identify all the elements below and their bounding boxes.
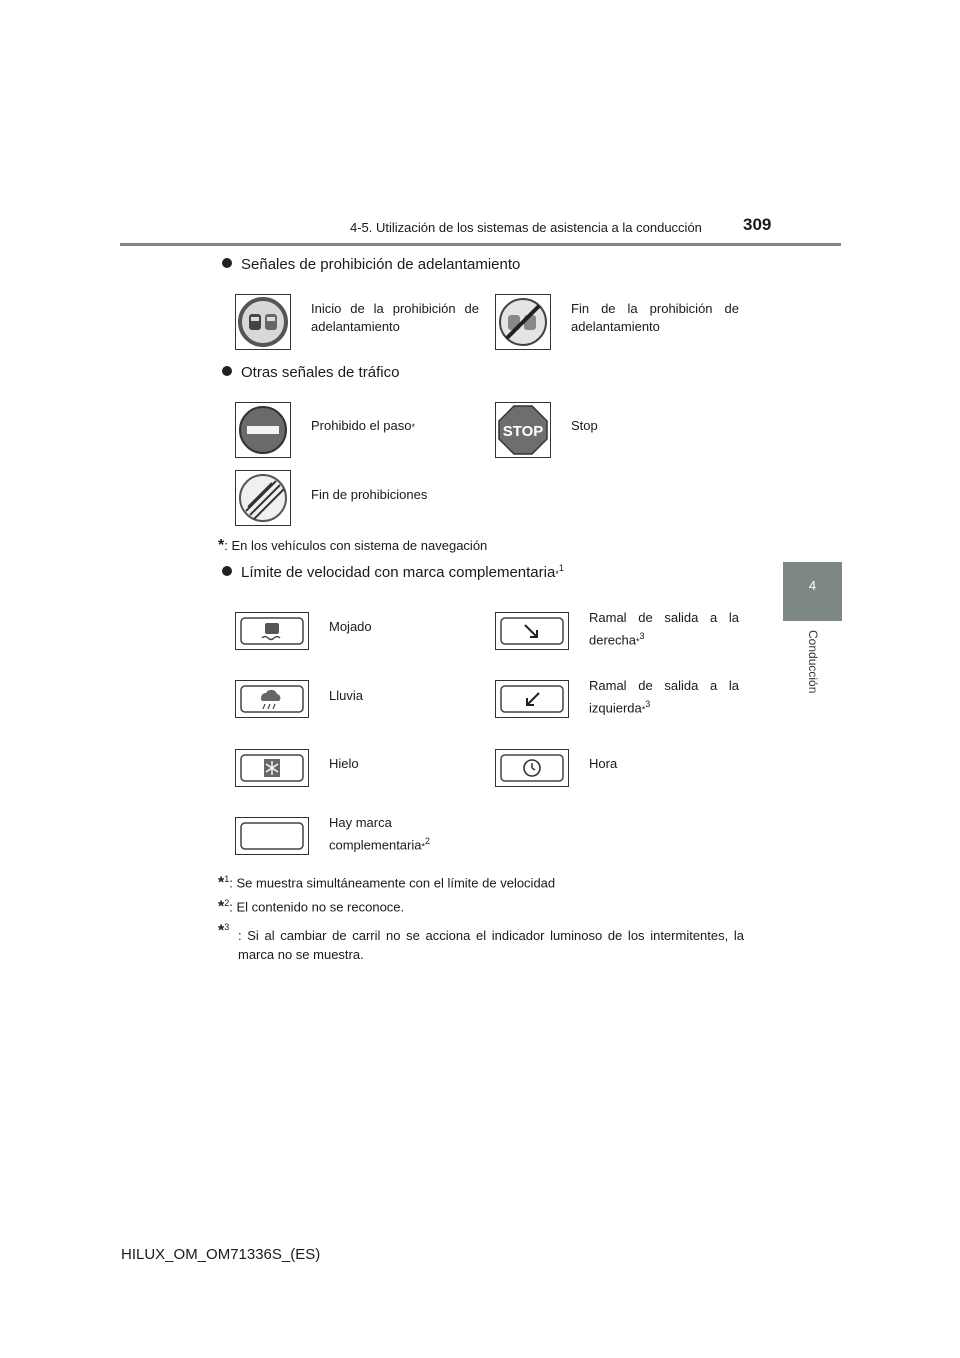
bullet-icon bbox=[222, 566, 232, 576]
sign-label: Stop bbox=[571, 418, 598, 433]
no-entry-sign-icon bbox=[235, 402, 291, 458]
sign-label: Inicio de la prohibición de adelantamiento bbox=[311, 301, 479, 334]
sign-label: Hora bbox=[589, 756, 618, 771]
sign-label: Mojado bbox=[329, 619, 372, 634]
footnote-text: : Si al cambiar de carril no se acciona el indicador luminoso de los intermitentes, la marca no se muestra. bbox=[238, 928, 744, 962]
sign-label: Prohibido el paso* bbox=[311, 418, 415, 433]
end-no-overtaking-sign-icon bbox=[495, 294, 551, 350]
section-heading: Señales de prohibición de adelantamiento bbox=[222, 256, 520, 273]
exit-right-arrow-icon bbox=[495, 612, 569, 650]
chapter-number: 4 bbox=[808, 578, 817, 593]
bullet-icon bbox=[222, 366, 232, 376]
exit-left-arrow-icon bbox=[495, 680, 569, 718]
rain-cloud-icon bbox=[235, 680, 309, 718]
document-code: HILUX_OM_OM71336S_(ES) bbox=[121, 1246, 321, 1263]
svg-text:STOP: STOP bbox=[502, 423, 544, 440]
footnote: *$^2$: El contenido no se reconoce. bbox=[218, 898, 405, 916]
chapter-tab bbox=[783, 562, 842, 621]
sign-label: Lluvia bbox=[329, 688, 363, 703]
no-overtaking-sign-icon bbox=[235, 294, 291, 350]
clock-icon bbox=[495, 749, 569, 787]
sign-label: Fin de prohibiciones bbox=[311, 487, 428, 502]
chapter-label: Conducción bbox=[806, 630, 820, 694]
footnote: *$^3$ bbox=[218, 922, 230, 940]
wet-road-icon bbox=[235, 612, 309, 650]
sign-label: Ramal de salida a la izquierda*$^3$ bbox=[589, 678, 739, 716]
bullet-icon bbox=[222, 258, 232, 268]
section-heading: Límite de velocidad con marca complementaria*$^1$ bbox=[222, 563, 564, 581]
header-divider bbox=[120, 243, 841, 246]
end-of-prohibitions-sign-icon bbox=[235, 470, 291, 526]
page-number: 309 bbox=[743, 215, 772, 234]
section-title: 4-5. Utilización de los sistemas de asistencia a la conducción bbox=[350, 220, 702, 235]
blank-plate-icon bbox=[235, 817, 309, 855]
section-heading: Otras señales de tráfico bbox=[222, 364, 399, 381]
stop-sign-icon bbox=[495, 402, 551, 458]
sign-label: Hay marca complementaria*$^2$ bbox=[329, 815, 431, 853]
sign-label: Hielo bbox=[329, 756, 359, 771]
sign-label: Ramal de salida a la derecha*$^3$ bbox=[589, 610, 739, 648]
sign-label: Fin de la prohibición de adelantamiento bbox=[571, 301, 739, 334]
footnote: *$^1$: Se muestra simultáneamente con el límite de velocidad bbox=[218, 874, 556, 892]
snowflake-icon bbox=[235, 749, 309, 787]
footnote: *: En los vehículos con sistema de navegación bbox=[218, 537, 488, 554]
